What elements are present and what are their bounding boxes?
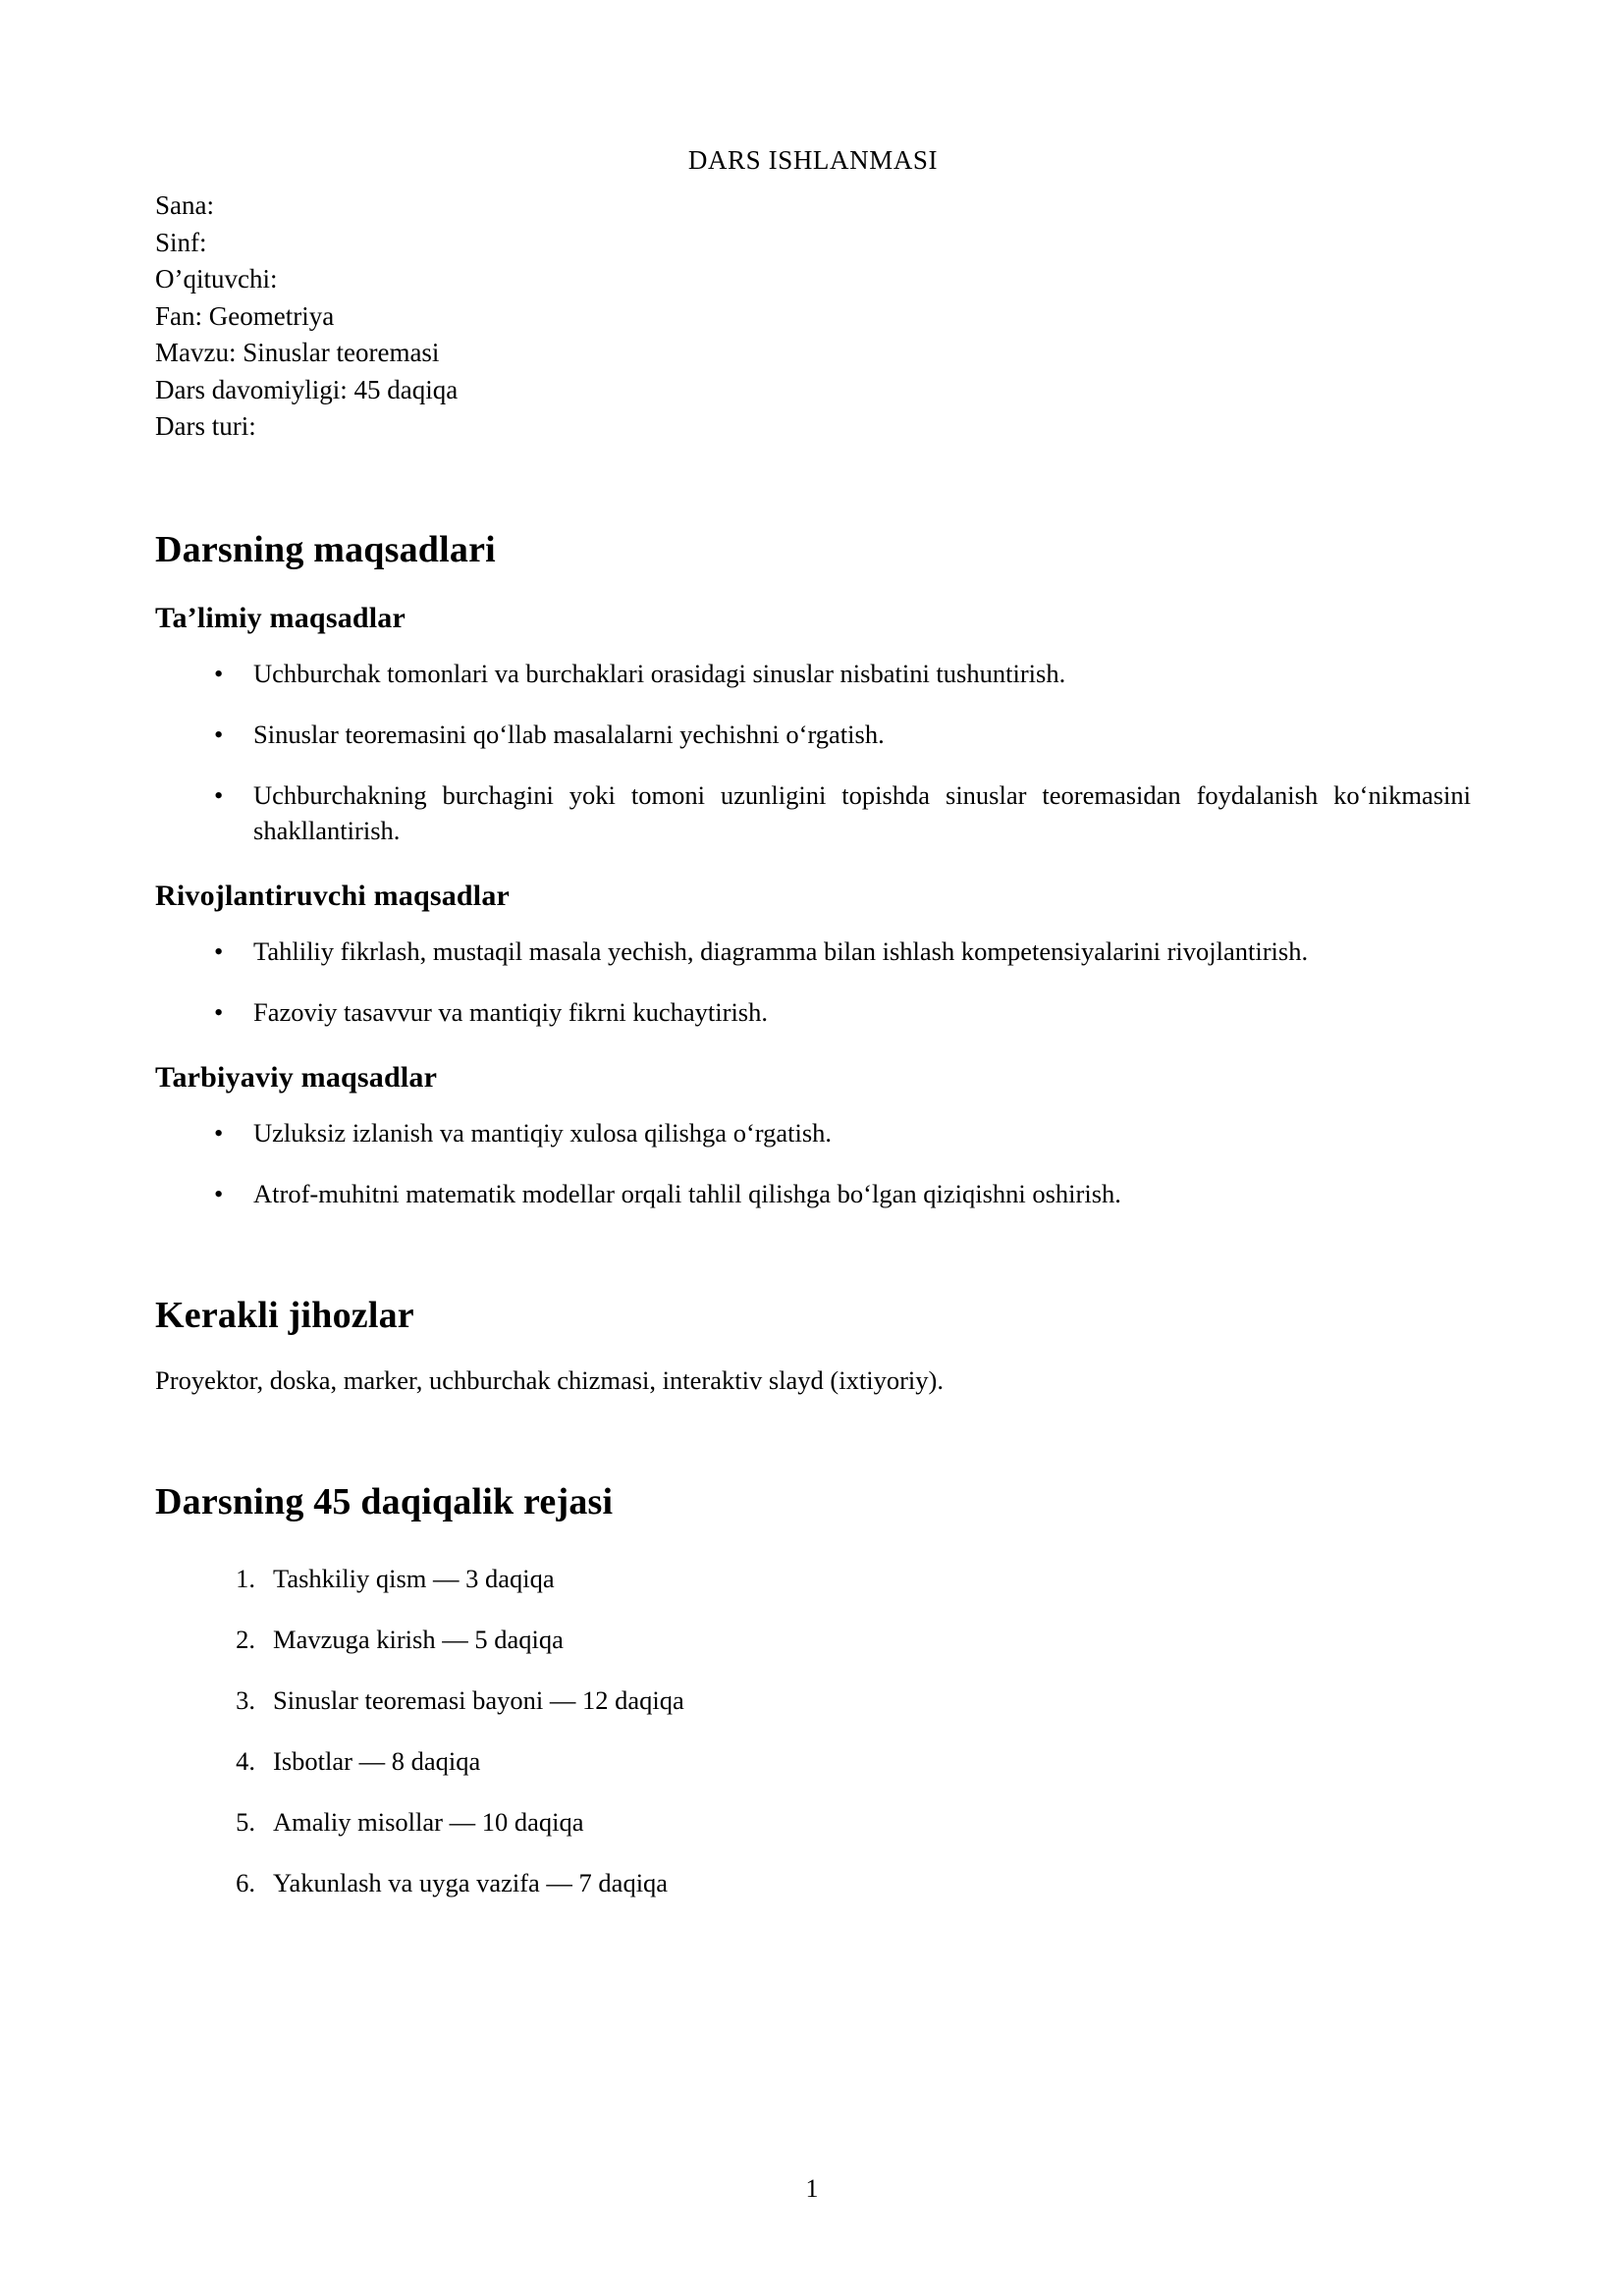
meta-mavzu: Mavzu: Sinuslar teoremasi — [155, 338, 440, 367]
list-item-number: 2. — [236, 1624, 255, 1654]
list-item — [196, 934, 1471, 969]
list-item-text: Mavzuga kirish — 5 daqiqa — [273, 1624, 564, 1654]
page-number: 1 — [805, 2174, 819, 2203]
lesson-metadata — [155, 187, 1471, 446]
subsection-heading-talimiy: Ta’limiy maqsadlar — [155, 602, 406, 635]
list-item-text: Tashkiliy qism — 3 daqiqa — [273, 1563, 555, 1593]
spacer — [155, 1337, 1471, 1362]
list-item-text: Tahliliy fikrlash, mustaqil masala yechish, diagramma bilan ishlash kompetensiyalarini rivojlantirish. — [253, 936, 1309, 967]
list-item-text: Amaliy misollar — 10 daqiqa — [273, 1806, 584, 1837]
bullet-icon: • — [214, 659, 224, 689]
spacer — [155, 634, 1471, 656]
spacer — [155, 1030, 1471, 1061]
section-heading-reja: Darsning 45 daqiqalik rejasi — [155, 1481, 614, 1523]
list-item-text: Sinuslar teoremasi bayoni — 12 daqiqa — [273, 1684, 684, 1715]
list-item-number: 5. — [236, 1806, 255, 1837]
document-content — [155, 147, 1471, 1900]
list-item-number: 1. — [236, 1563, 255, 1593]
spacer — [155, 570, 1471, 602]
jihozlar-paragraph: Proyektor, doska, marker, uchburchak chizmasi, interaktiv slayd (ixtiyoriy). — [155, 1365, 944, 1396]
section-heading-jihozlar: Kerakli jihozlar — [155, 1295, 414, 1337]
spacer — [155, 446, 1471, 530]
bullet-icon: • — [214, 1179, 224, 1209]
bullet-icon: • — [214, 1118, 224, 1148]
list-talimiy-maqsadlar — [155, 656, 1471, 848]
spacer — [155, 1211, 1471, 1296]
list-item — [216, 1561, 1471, 1596]
bullet-icon: • — [214, 780, 224, 811]
meta-dars-turi: Dars turi: — [155, 411, 256, 441]
list-item — [196, 994, 1471, 1030]
subsection-heading-tarbiyaviy: Tarbiyaviy maqsadlar — [155, 1061, 438, 1095]
subsection-heading-rivojlantiruvchi: Rivojlantiruvchi maqsadlar — [155, 880, 511, 913]
list-item — [196, 777, 1471, 848]
spacer — [155, 1094, 1471, 1115]
spacer — [155, 1523, 1471, 1561]
list-item — [216, 1804, 1471, 1840]
document-title: DARS ISHLANMASI — [687, 145, 939, 175]
list-item — [196, 656, 1471, 691]
list-item — [216, 1865, 1471, 1900]
list-item-text: Uzluksiz izlanish va mantiqiy xulosa qilishga o‘rgatish. — [253, 1118, 833, 1148]
bullet-icon: • — [214, 936, 224, 967]
list-dars-rejasi — [155, 1561, 1471, 1900]
meta-davomiyligi: Dars davomiyligi: 45 daqiqa — [155, 374, 459, 404]
bullet-icon: • — [214, 997, 224, 1028]
list-item-text: Uchburchak tomonlari va burchaklari orasidagi sinuslar nisbatini tushuntirish. — [253, 659, 1066, 689]
section-heading-maqsadlar: Darsning maqsadlari — [155, 528, 496, 570]
spacer — [155, 912, 1471, 934]
meta-fan: Fan: Geometriya — [155, 300, 335, 331]
list-item — [216, 1682, 1471, 1718]
list-item — [216, 1622, 1471, 1657]
list-item-text: Sinuslar teoremasini qo‘llab masalalarni yechishni o‘rgatish. — [253, 720, 885, 750]
list-item-text: Isbotlar — 8 daqiqa — [273, 1745, 481, 1776]
meta-sana: Sana: — [155, 190, 214, 220]
bullet-icon: • — [214, 720, 224, 750]
list-item — [216, 1743, 1471, 1779]
meta-sinf: Sinf: — [155, 227, 207, 257]
meta-oqituvchi: O’qituvchi: — [155, 264, 278, 294]
list-item-text: Atrof-muhitni matematik modellar orqali tahlil qilishga bo‘lgan qiziqishni oshirish. — [253, 1179, 1121, 1209]
list-item-number: 3. — [236, 1684, 255, 1715]
list-rivojlantiruvchi-maqsadlar — [155, 934, 1471, 1030]
list-item — [196, 1115, 1471, 1150]
list-item-number: 6. — [236, 1867, 255, 1897]
list-item — [196, 717, 1471, 752]
list-item-text: Yakunlash va uyga vazifa — 7 daqiqa — [273, 1867, 669, 1897]
spacer — [155, 848, 1471, 880]
list-item-text: Fazoviy tasavvur va mantiqiy fikrni kuchaytirish. — [253, 997, 768, 1028]
list-item-number: 4. — [236, 1745, 255, 1776]
list-item-text: Uchburchakning burchagini yoki tomoni uzunligini topishda sinuslar teoremasidan foydalanish ko‘nikmasini shakllantirish. — [253, 780, 1471, 846]
list-item — [196, 1176, 1471, 1211]
list-tarbiyaviy-maqsadlar — [155, 1115, 1471, 1211]
spacer — [155, 1398, 1471, 1482]
